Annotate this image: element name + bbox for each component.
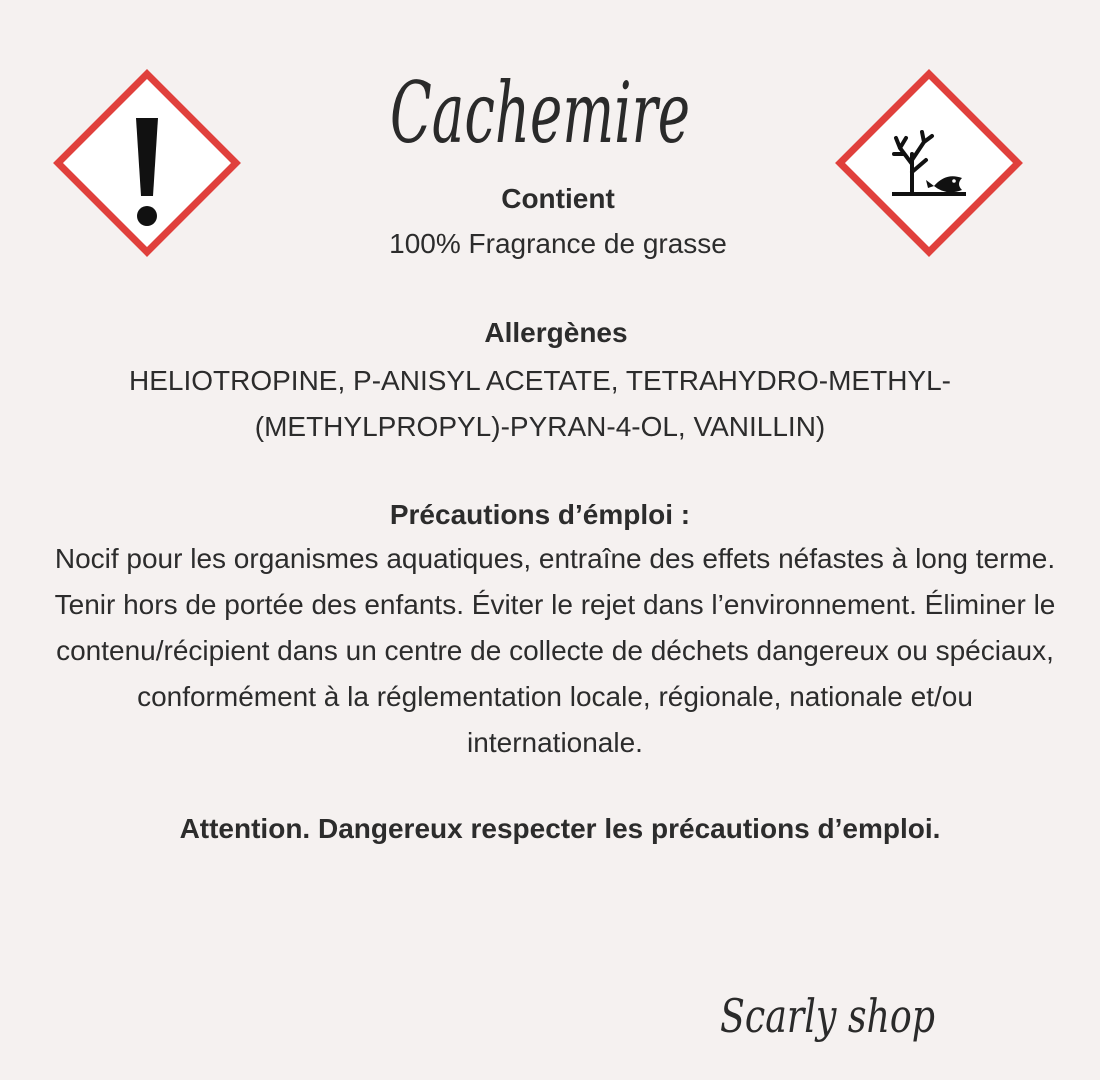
svg-text:Cachemire: Cachemire [390, 64, 690, 162]
attention-warning: Attention. Dangereux respecter les précautions d’emploi. [179, 813, 941, 844]
allergenes-heading: Allergènes [484, 317, 628, 348]
svg-text:Scarly shop: Scarly shop [720, 989, 935, 1043]
contient-heading: Contient [501, 183, 615, 214]
precautions-value: Nocif pour les organismes aquatiques, entraîne des effets néfastes à long terme. Tenir hors de portée des enfants. Éviter le rejet dans l’environnement. Éliminer le contenu/récipient dans un centre de collecte de déchets dangereux ou spéciaux, conformément à la réglementation locale, régionale, nationale et/ou internationale. [54, 543, 1056, 758]
product-name [380, 30, 710, 180]
contient-value: 100% Fragrance de grasse [389, 228, 727, 259]
brand-signature [710, 960, 950, 1070]
allergenes-value: HELIOTROPINE, P-ANISYL ACETATE, TETRAHYDRO-METHYL-(METHYLPROPYL)-PYRAN-4-OL, VANILLIN) [129, 365, 951, 442]
precautions-heading: Précautions d’émploi : [389, 499, 691, 530]
